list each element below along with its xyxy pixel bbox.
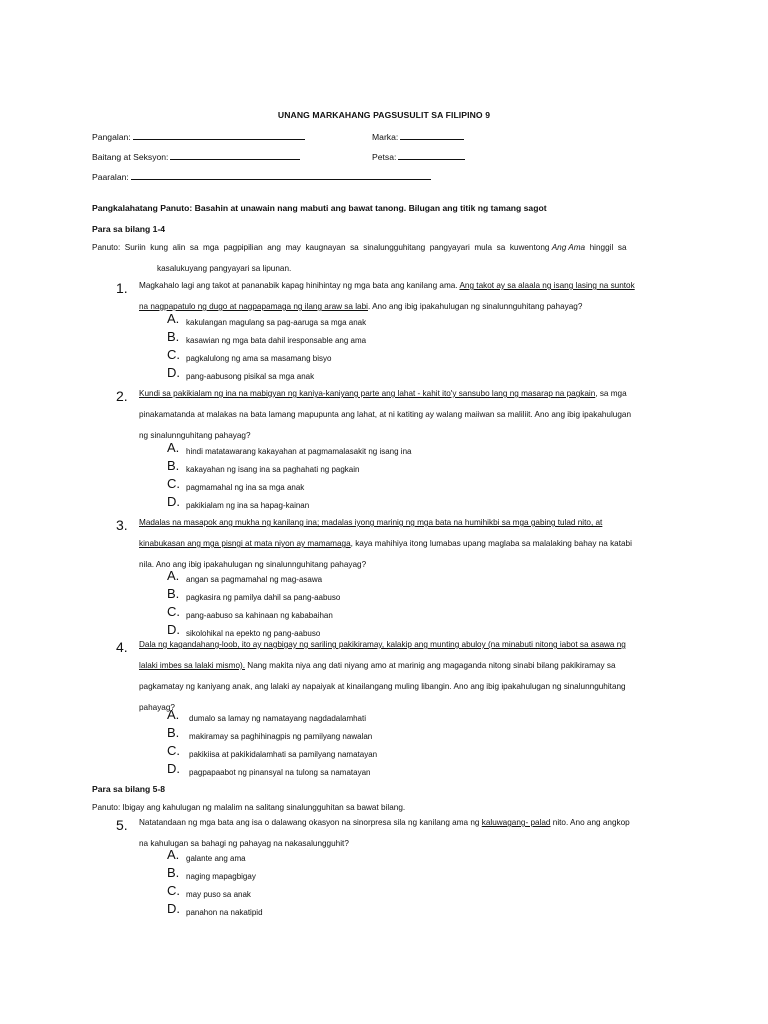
option-text: pakikiisa at pakikidalamhati sa pamilyang namatayan [189, 750, 378, 759]
option-letter[interactable]: C. [167, 476, 180, 491]
question-text [139, 812, 677, 854]
question-line [139, 655, 677, 676]
option-letter[interactable]: D. [167, 365, 180, 380]
section1-heading: Para sa bilang 1-4 [92, 224, 166, 234]
option-text: pakikialam ng ina sa hapag-kainan [186, 501, 310, 510]
option-letter[interactable]: A. [167, 311, 180, 326]
option-text: pang-aabusong pisikal sa mga anak [186, 372, 315, 381]
option-text: panahon na nakatipid [186, 908, 263, 917]
question-line [139, 296, 677, 317]
question-line [139, 812, 677, 833]
question-number: 3. [116, 517, 128, 533]
section2-instruction: Panuto: Ibigay ang kahulugan ng malalim na salitang sinalungguhitan sa bawat bilang. [92, 803, 406, 812]
option-text: pang-aabuso sa kahinaan ng kababaihan [186, 611, 333, 620]
option-text: naging mapagbigay [186, 872, 256, 881]
option-letter[interactable]: B. [167, 586, 180, 601]
underlined-passage: Madalas na masapok ang mukha ng kanilang ina; madalas iyong marinig ng mga bata na humihikbi sa mga gabing tulad nito, at [139, 518, 603, 527]
baitang-field [92, 150, 300, 162]
passage-text: pinakamatanda at malakas na bata lamang mapupunta ang lahat, at ni katiting ay walang maiiwan sa maliliit. Ano ang ibig ipakahulugan [139, 410, 632, 419]
option-text: sikolohikal na epekto ng pang-aabuso [186, 629, 321, 638]
option-text: kakulangan magulang sa pag-aaruga sa mga anak [186, 318, 367, 327]
option-letter[interactable]: A. [167, 568, 180, 583]
option-text: pagkasira ng pamilya dahil sa pang-aabuso [186, 593, 341, 602]
passage-text: Natatandaan ng mga bata ang isa o dalawang okasyon na sinorpresa sila ng kanilang ama ng [139, 818, 482, 827]
option-text: makiramay sa paghihinagpis ng pamilyang nawalan [189, 732, 373, 741]
option-letter[interactable]: C. [167, 347, 180, 362]
option-letter[interactable]: C. [167, 604, 180, 619]
underlined-passage: na nagpapatulo ng dugo at nagpapamaga ng ilang araw sa labi [139, 302, 368, 311]
question-line [139, 533, 677, 554]
petsa-field [372, 150, 465, 162]
baitang-label: Baitang at Seksyon: [92, 152, 169, 162]
option-letter[interactable]: D. [167, 622, 180, 637]
question-text [139, 512, 677, 575]
underlined-passage: Kundi sa pakikialam ng ina na mabigyan ng kaniya-kaniyang parte ang lahat - kahit ito'y sansubo lang ng masarap na pagkain [139, 389, 596, 398]
option-text: kasawian ng mga bata dahil iresponsable ang ama [186, 336, 367, 345]
underlined-passage: Ang takot ay sa alaala ng isang lasing na suntok [459, 281, 635, 290]
question-number: 5. [116, 817, 128, 833]
passage-text: Magkahalo lagi ang takot at pananabik kapag hinihintay ng mga bata ang kanilang ama. [139, 281, 460, 290]
passage-text: nito. Ano ang angkop [550, 818, 630, 827]
question-line [139, 676, 677, 697]
passage-text: nila. Ano ang ibig ipakahulugan ng sinalunnguhitang pahayag? [139, 560, 367, 569]
section1-instruction-cont: kasalukuyang pangyayari sa lipunan. [157, 264, 292, 273]
option-text: galante ang ama [186, 854, 246, 863]
passage-text: pahayag? [139, 703, 175, 712]
option-letter[interactable]: B. [167, 329, 180, 344]
question-line [139, 554, 677, 575]
option-text: kakayahan ng isang ina sa paghahati ng pagkain [186, 465, 360, 474]
question-line [139, 425, 677, 446]
section1-instruction-text: Panuto: Suriin kung alin sa mga pagpipilian ang may kaugnayan sa sinalungguhitang pangyayari mula sa kuwentong [92, 243, 552, 252]
passage-text: , kaya mahihiya itong lumabas upang maglaba sa malalaking bahay na katabi [350, 539, 632, 548]
question-number: 2. [116, 388, 128, 404]
marka-label: Marka: [372, 132, 399, 142]
option-text: hindi matatawarang kakayahan at pagmamalasakit ng isang ina [186, 447, 412, 456]
passage-text: Nang makita niya ang dati niyang amo at marinig ang magaganda nitong sinabi bilang pakikiramay sa [245, 661, 616, 670]
question-line [139, 634, 677, 655]
question-text [139, 383, 677, 446]
pangalan-field [92, 130, 305, 142]
paaralan-label: Paaralan: [92, 172, 129, 182]
underlined-passage: kaluwagang- palad [481, 818, 551, 827]
marka-blank[interactable] [400, 130, 464, 140]
passage-text: na kahulugan sa bahagi ng pahayag na nakasalungguhit? [139, 839, 349, 848]
option-text: pagpapaabot ng pinansyal na tulong sa namatayan [189, 768, 371, 777]
option-letter[interactable]: B. [167, 865, 180, 880]
pangalan-blank[interactable] [133, 130, 305, 140]
option-text: dumalo sa lamay ng namatayang nagdadalamhati [189, 714, 367, 723]
question-line [139, 833, 677, 854]
paaralan-blank[interactable] [131, 170, 431, 180]
question-text [139, 634, 677, 718]
question-number: 4. [116, 639, 128, 655]
section1-instruction [92, 243, 627, 252]
question-line [139, 512, 677, 533]
petsa-label: Petsa: [372, 152, 397, 162]
option-text: may puso sa anak [186, 890, 251, 899]
question-number: 1. [116, 280, 128, 296]
petsa-blank[interactable] [398, 150, 465, 160]
baitang-blank[interactable] [170, 150, 300, 160]
option-letter[interactable]: A. [167, 440, 180, 455]
passage-text: . Ano ang ibig ipakahulugan ng sinalunnguhitang pahayag? [367, 302, 583, 311]
section2-heading: Para sa bilang 5-8 [92, 784, 166, 794]
option-text: angan sa pagmamahal ng mag-asawa [186, 575, 323, 584]
option-letter[interactable]: A. [167, 847, 180, 862]
option-letter[interactable]: D. [167, 494, 180, 509]
option-text: pagkalulong ng ama sa masamang bisyo [186, 354, 332, 363]
marka-field [372, 130, 464, 142]
general-instruction: Pangkalahatang Panuto: Basahin at unawain nang mabuti ang bawat tanong. Bilugan ang titik ng tamang sagot [92, 203, 547, 213]
question-line [139, 275, 677, 296]
question-line [139, 404, 677, 425]
pangalan-label: Pangalan: [92, 132, 131, 142]
paaralan-field [92, 170, 431, 182]
underlined-passage: lalaki imbes sa lalaki mismo). [139, 661, 246, 670]
underlined-passage: kinabukasan ang mga pisngi at mata niyon ay mamamaga [139, 539, 351, 548]
question-line [139, 383, 677, 404]
option-letter[interactable]: A. [167, 707, 180, 722]
option-text: pagmamahal ng ina sa mga anak [186, 483, 305, 492]
option-letter[interactable]: C. [167, 743, 180, 758]
exam-title: UNANG MARKAHANG PAGSUSULIT SA FILIPINO 9 [277, 110, 491, 120]
story-title: Ang Ama [551, 243, 586, 252]
underlined-passage: Dala ng kagandahang-loob, ito ay nagbigay ng sariling pakikiramay, kalakip ang munting abuloy (na minabuti nitong iabot sa asawa ng [139, 640, 626, 649]
passage-text: , sa mga [595, 389, 627, 398]
option-letter[interactable]: C. [167, 883, 180, 898]
passage-text: ng sinalunnguhitang pahayag? [139, 431, 251, 440]
section1-instruction-text-end: hinggil sa [585, 243, 627, 252]
option-letter[interactable]: B. [167, 725, 180, 740]
passage-text: pagkamatay ng kaniyang anak, ang lalaki ay napaiyak at kinailangang muling libangin. Ano ang ibig ipakahulugan ng sinalunnguhitang [139, 682, 626, 691]
option-letter[interactable]: B. [167, 458, 180, 473]
option-letter[interactable]: D. [167, 901, 180, 916]
option-letter[interactable]: D. [167, 761, 180, 776]
question-text [139, 275, 677, 317]
